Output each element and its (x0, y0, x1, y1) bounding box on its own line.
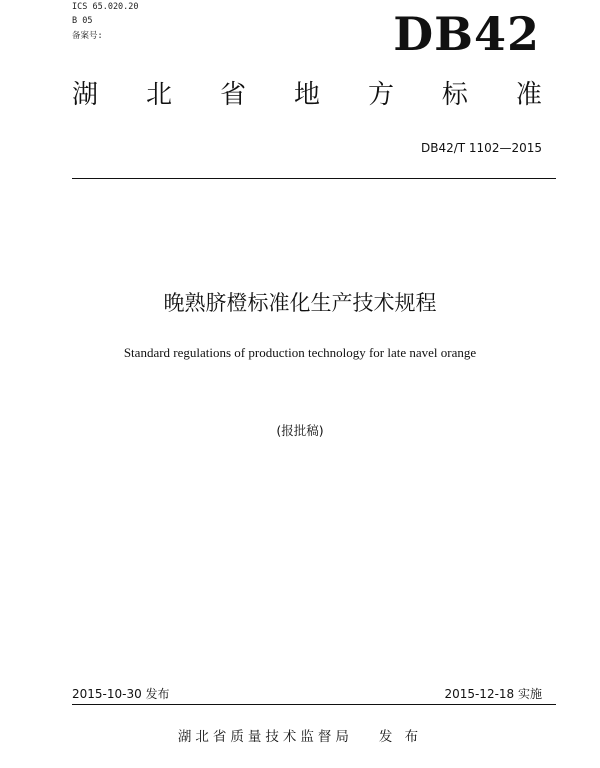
top-divider (72, 178, 556, 179)
title-char: 地 (293, 80, 320, 110)
title-char: 省 (219, 80, 246, 110)
title-char: 湖 (72, 80, 99, 110)
document-status: (报批稿) (276, 423, 324, 438)
title-char: 标 (441, 80, 468, 110)
issuer-action: 发 布 (378, 729, 423, 745)
effective-date: 2015-12-18 实施 (444, 687, 542, 701)
title-char: 北 (145, 80, 172, 110)
standard-category-title (72, 78, 542, 112)
document-title: 晚熟脐橙标准化生产技术规程 (163, 291, 437, 315)
issuer-name: 湖北省质量技术监督局 (177, 729, 353, 745)
document-english-title: Standard regulations of production technology for late navel orange (123, 345, 477, 360)
filing-number-label: 备案号: (72, 31, 103, 41)
issuer-line (0, 728, 600, 746)
issue-date: 2015-10-30 发布 (72, 687, 170, 701)
standard-number: DB42/T 1102—2015 (420, 141, 542, 155)
ccs-code: B 05 (72, 16, 93, 26)
title-char: 准 (515, 80, 542, 110)
bottom-divider (72, 704, 556, 705)
ics-code: ICS 65.020.20 (72, 2, 139, 12)
standard-logo: DB42 (393, 7, 540, 61)
title-char: 方 (367, 80, 394, 110)
